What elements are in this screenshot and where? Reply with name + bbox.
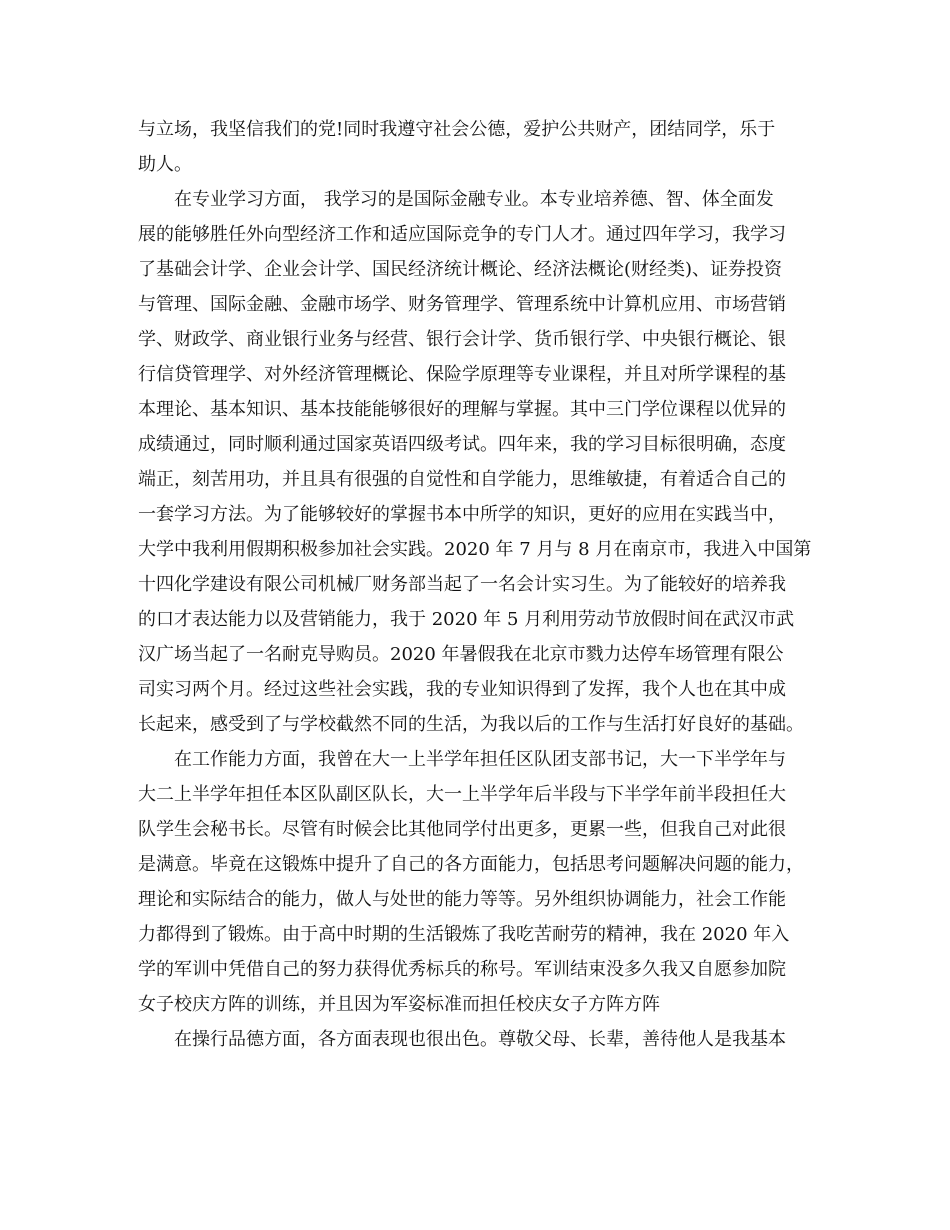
text-line: 汉广场当起了一名耐克导购员。2020 年暑假我在北京市戮力达停车场管理有限公 xyxy=(138,644,784,665)
text-line: 与管理、国际金融、金融市场学、财务管理学、管理系统中计算机应用、市场营销 xyxy=(138,294,786,315)
text-line: 理论和实际结合的能力，做人与处世的能力等等。另外组织协调能力，社会工作能 xyxy=(138,889,786,910)
text-line: 女子校庆方阵的训练，并且因为军姿标准而担任校庆女子方阵方阵 xyxy=(138,994,660,1015)
text-line: 助人。 xyxy=(138,154,192,175)
text-line: 是满意。毕竟在这锻炼中提升了自己的各方面能力，包括思考问题解决问题的能力， xyxy=(138,854,804,875)
text-line: 端正，刻苦用功，并且具有很强的自觉性和自学能力，思维敏捷，有着适合自己的 xyxy=(138,469,786,490)
text-line: 成绩通过，同时顺利通过国家英语四级考试。四年来，我的学习目标很明确，态度 xyxy=(138,434,786,455)
text-line: 与立场，我坚信我们的党!同时我遵守社会公德，爱护公共财产，团结同学，乐于 xyxy=(138,119,776,140)
text-line: 大二上半学年担任本区队副区队长，大一上半学年后半段与下半学年前半段担任大 xyxy=(138,784,786,805)
document-body xyxy=(138,112,818,1057)
text-line: 长起来，感受到了与学校截然不同的生活，为我以后的工作与生活打好良好的基础。 xyxy=(138,714,804,735)
text-line: 一套学习方法。为了能够较好的掌握书本中所学的知识，更好的应用在实践当中， xyxy=(138,504,786,525)
text-line: 学、财政学、商业银行业务与经营、银行会计学、货币银行学、中央银行概论、银 xyxy=(138,329,786,350)
text-line: 十四化学建设有限公司机械厂财务部当起了一名会计实习生。为了能较好的培养我 xyxy=(138,574,786,595)
text-line: 大学中我利用假期积极参加社会实践。2020 年 7 月与 8 月在南京市，我进入中国第 xyxy=(138,539,812,560)
text-line: 本理论、基本知识、基本技能能够很好的理解与掌握。其中三门学位课程以优异的 xyxy=(138,399,786,420)
text-line: 了基础会计学、企业会计学、国民经济统计概论、经济法概论(财经类)、证券投资 xyxy=(138,259,783,280)
text-line: 司实习两个月。经过这些社会实践，我的专业知识得到了发挥，我个人也在其中成 xyxy=(138,679,786,700)
text-line: 展的能够胜任外向型经济工作和适应国际竞争的专门人才。通过四年学习，我学习 xyxy=(138,224,786,245)
text-line: 的口才表达能力以及营销能力，我于 2020 年 5 月利用劳动节放假时间在武汉市武 xyxy=(138,609,795,630)
text-line: 行信贷管理学、对外经济管理概论、保险学原理等专业课程，并且对所学课程的基 xyxy=(138,364,786,385)
paragraph-first-line: 在操行品德方面，各方面表现也很出色。尊敬父母、长辈，善待他人是我基本 xyxy=(174,1029,786,1050)
text-line: 队学生会秘书长。尽管有时候会比其他同学付出更多，更累一些，但我自己对此很 xyxy=(138,819,786,840)
text-line: 力都得到了锻炼。由于高中时期的生活锻炼了我吃苦耐劳的精神，我在 2020 年入 xyxy=(138,924,790,945)
text-line: 学的军训中凭借自己的努力获得优秀标兵的称号。军训结束没多久我又自愿参加院 xyxy=(138,959,786,980)
paragraph-first-line: 在专业学习方面， 我学习的是国际金融专业。本专业培养德、智、体全面发 xyxy=(174,189,774,210)
paragraph-first-line: 在工作能力方面，我曾在大一上半学年担任区队团支部书记，大一下半学年与 xyxy=(174,749,786,770)
